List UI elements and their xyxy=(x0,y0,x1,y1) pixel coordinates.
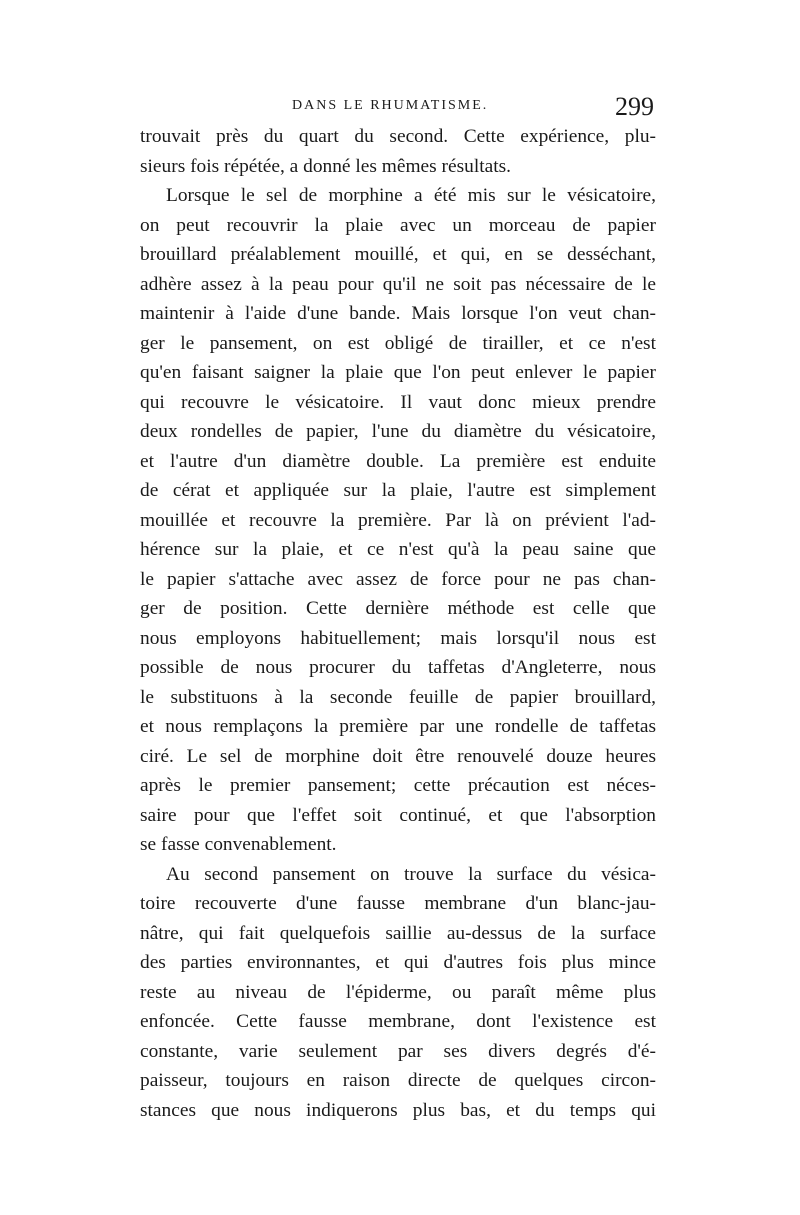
text-line: qui recouvre le vésicatoire. Il vaut donc mieux prendre xyxy=(140,391,656,413)
text-line: Lorsque le sel de morphine a été mis sur le vésicatoire, xyxy=(166,185,656,206)
text-line: enfoncée. Cette fausse membrane, dont l'existence est xyxy=(140,1011,656,1032)
text-line: paisseur, toujours en raison directe de quelques circon- xyxy=(140,1070,656,1091)
text-line: le papier s'attache avec assez de force pour ne pas chan- xyxy=(140,568,656,590)
text-line: et nous remplaçons la première par une rondelle de taffetas xyxy=(140,716,656,737)
text-line: ger de position. Cette dernière méthode est celle que xyxy=(140,598,656,619)
text-line: et l'autre d'un diamètre double. La première est enduite xyxy=(140,450,656,472)
text-line: constante, varie seulement par ses divers degrés d'é- xyxy=(140,1040,656,1062)
text-line: deux rondelles de papier, l'une du diamètre du vésicatoire, xyxy=(140,421,656,442)
text-line: ger le pansement, on est obligé de tirailler, et ce n'est xyxy=(140,332,656,354)
running-head: DANS LE RHUMATISME. xyxy=(292,98,489,113)
text-line: nous employons habituellement; mais lorsqu'il nous est xyxy=(140,627,656,649)
text-line: se fasse convenablement. xyxy=(140,834,337,855)
text-line: brouillard préalablement mouillé, et qui, en se desséchant, xyxy=(140,244,656,265)
page-number: 299 xyxy=(615,92,654,121)
text-line: mouillée et recouvre la première. Par là on prévient l'ad- xyxy=(140,509,656,531)
text-line: de cérat et appliquée sur la plaie, l'autre est simplement xyxy=(140,480,656,501)
text-line: des parties environnantes, et qui d'autres fois plus mince xyxy=(140,952,656,973)
text-line: ciré. Le sel de morphine doit être renouvelé douze heures xyxy=(140,745,656,767)
text-line: sieurs fois répétée, a donné les mêmes résultats. xyxy=(140,155,511,177)
text-line: trouvait près du quart du second. Cette expérience, plu- xyxy=(140,126,656,147)
text-line: après le premier pansement; cette précaution est néces- xyxy=(140,775,656,796)
text-line: on peut recouvrir la plaie avec un morceau de papier xyxy=(140,214,656,236)
text-line: nâtre, qui fait quelquefois saillie au-dessus de la surface xyxy=(140,922,656,944)
text-line: le substituons à la seconde feuille de papier brouillard, xyxy=(140,686,656,708)
text-line: possible de nous procurer du taffetas d'Angleterre, nous xyxy=(140,657,656,678)
text-line: saire pour que l'effet soit continué, et que l'absorption xyxy=(140,804,656,826)
text-line: qu'en faisant saigner la plaie que l'on peut enlever le papier xyxy=(140,362,656,383)
text-line: stances que nous indiquerons plus bas, et du temps qui xyxy=(140,1099,656,1121)
text-line: toire recouverte d'une fausse membrane d'un blanc-jau- xyxy=(140,893,656,914)
text-line: maintenir à l'aide d'une bande. Mais lorsque l'on veut chan- xyxy=(140,303,656,324)
text-line: hérence sur la plaie, et ce n'est qu'à la peau saine que xyxy=(140,539,656,560)
body-text xyxy=(140,122,656,1125)
text-line: Au second pansement on trouve la surface du vésica- xyxy=(166,863,656,885)
text-line: adhère assez à la peau pour qu'il ne soit pas nécessaire de le xyxy=(140,273,656,295)
text-line: reste au niveau de l'épiderme, ou paraît même plus xyxy=(140,981,656,1003)
